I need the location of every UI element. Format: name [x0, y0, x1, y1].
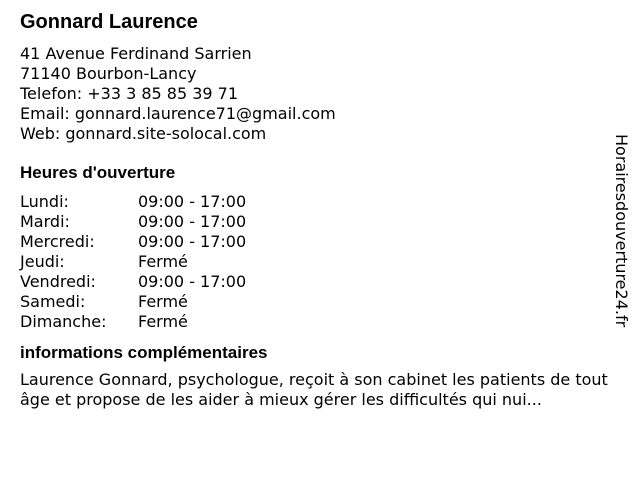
email-line: Email: gonnard.laurence71@gmail.com [20, 104, 336, 123]
hours-day: Samedi: [20, 292, 86, 311]
hours-row-tuesday [20, 212, 620, 232]
hours-day: Jeudi: [20, 252, 65, 271]
hours-row-saturday [20, 292, 620, 312]
hours-row-thursday [20, 252, 620, 272]
hours-time: Fermé [138, 252, 188, 271]
hours-day: Lundi: [20, 192, 69, 211]
address-line-street: 41 Avenue Ferdinand Sarrien [20, 44, 252, 63]
hours-day: Mercredi: [20, 232, 95, 251]
additional-info-heading: informations complémentaires [20, 343, 268, 362]
opening-hours-list [20, 192, 620, 332]
business-card [20, 8, 620, 410]
hours-time: 09:00 - 17:00 [138, 232, 247, 251]
hours-day: Vendredi: [20, 272, 96, 291]
hours-row-wednesday [20, 232, 620, 252]
hours-row-monday [20, 192, 620, 212]
hours-time: 09:00 - 17:00 [138, 192, 247, 211]
hours-row-friday [20, 272, 620, 292]
additional-info-text: Laurence Gonnard, psychologue, reçoit à son cabinet les patients de tout âge et propose de les aider à mieux gérer les difficultés qui nui... [20, 370, 608, 409]
site-watermark: Horairesdouverture24.fr [612, 134, 631, 328]
hours-time: Fermé [138, 292, 188, 311]
phone-line: Telefon: +33 3 85 85 39 71 [20, 84, 239, 103]
hours-time: 09:00 - 17:00 [138, 212, 247, 231]
hours-row-sunday [20, 312, 620, 332]
address-line-city: 71140 Bourbon-Lancy [20, 64, 197, 83]
hours-time: Fermé [138, 312, 188, 331]
business-name: Gonnard Laurence [20, 11, 198, 33]
hours-time: 09:00 - 17:00 [138, 272, 247, 291]
hours-day: Dimanche: [20, 312, 107, 331]
opening-hours-heading: Heures d'ouverture [20, 163, 176, 182]
web-line: Web: gonnard.site-solocal.com [20, 124, 267, 143]
hours-day: Mardi: [20, 212, 70, 231]
